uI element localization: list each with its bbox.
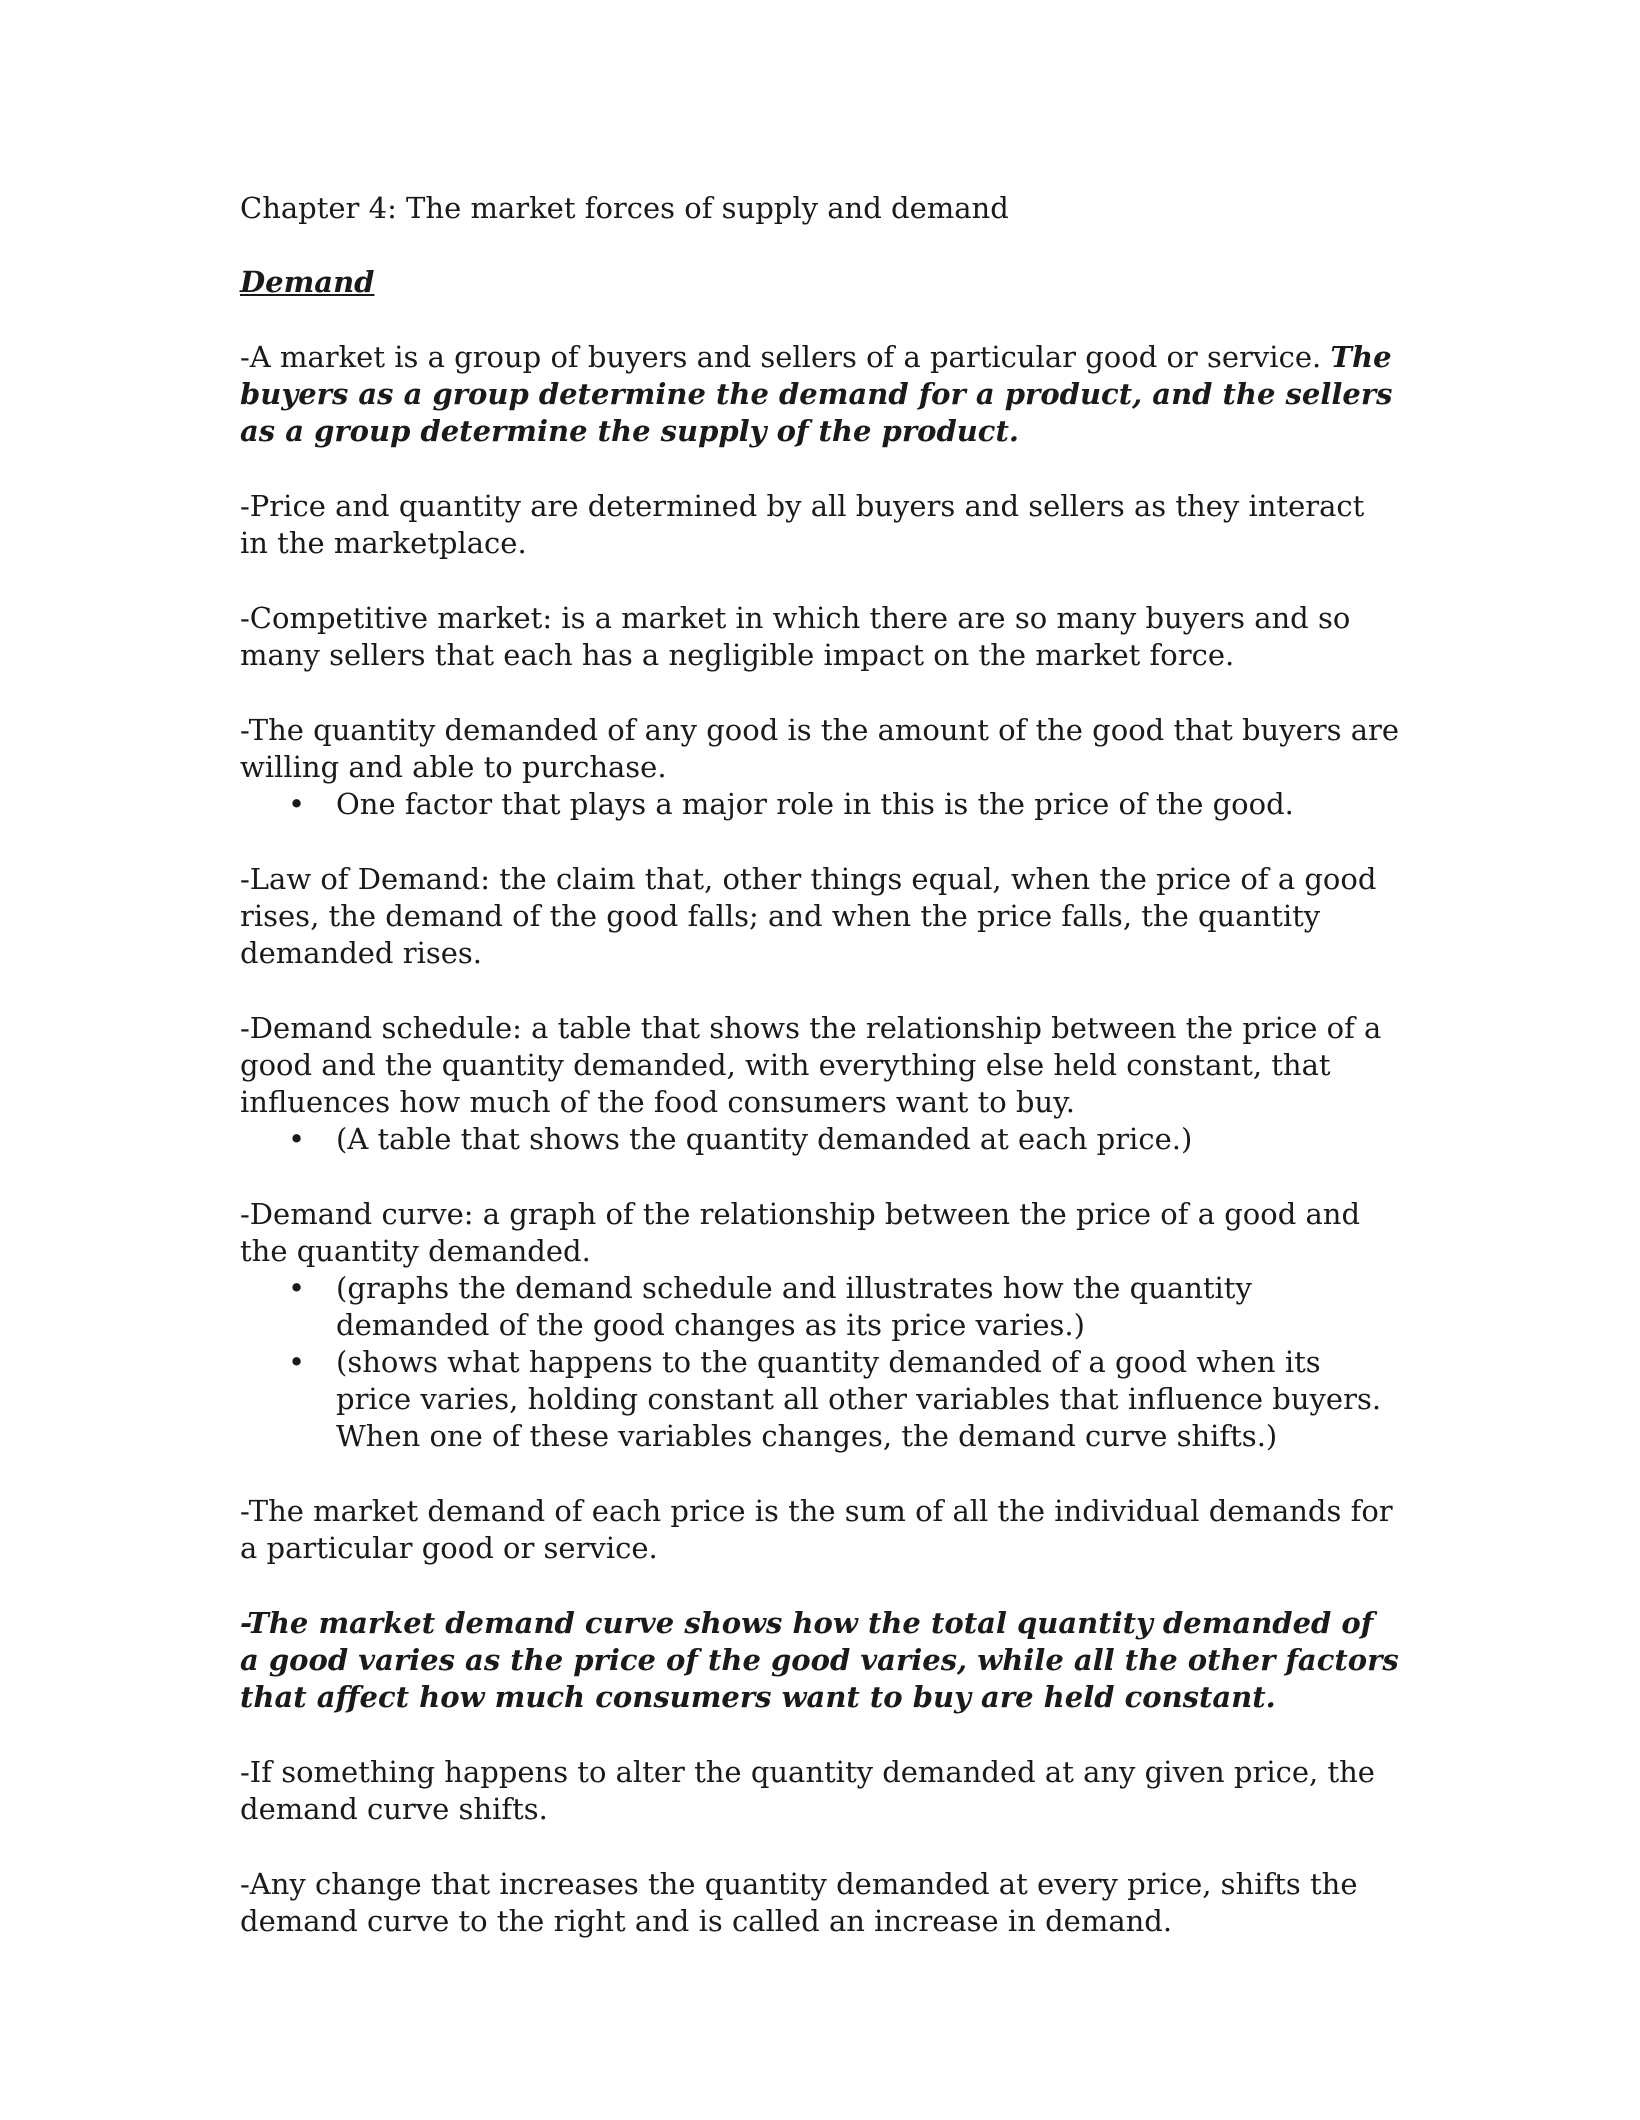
paragraph-competitive-market: -Competitive market: is a market in which there are so many buyers and so many sellers that each has a negligible impact on the market force. xyxy=(240,601,1351,672)
bullet-icon: • xyxy=(288,1345,306,1379)
paragraph-demand-schedule: -Demand schedule: a table that shows the relationship between the price of a good and the quantity demanded, with everything else held constant, that influences how much of the food consumers want to buy. xyxy=(240,1011,1382,1119)
list-item xyxy=(240,786,1400,823)
market-definition-text: -A market is a group of buyers and sellers of a particular good or service. xyxy=(240,340,1331,374)
bullet-text: (shows what happens to the quantity demanded of a good when its price varies, holding constant all other variables that influence buyers. When one of these variables changes, the demand curve shifts.) xyxy=(336,1345,1382,1453)
chapter-title: Chapter 4: The market forces of supply and demand xyxy=(240,191,1009,225)
paragraph-market-demand: -The market demand of each price is the sum of all the individual demands for a particular good or service. xyxy=(240,1494,1393,1565)
section-quantity-demanded xyxy=(240,712,1400,823)
section-demand-schedule xyxy=(240,1010,1400,1158)
paragraph-quantity-demanded: -The quantity demanded of any good is the amount of the good that buyers are willing and able to purchase. xyxy=(240,713,1400,784)
paragraph-price-quantity: -Price and quantity are determined by all buyers and sellers as they interact in the marketplace. xyxy=(240,489,1365,560)
paragraph-market-demand-curve: -The market demand curve shows how the total quantity demanded of a good varies as the price of the good varies, while all the other factors that affect how much consumers want to buy are held constant. xyxy=(240,1606,1399,1714)
document-page xyxy=(240,190,1400,1978)
demand-curve-bullet-list xyxy=(240,1270,1400,1455)
bullet-icon: • xyxy=(288,1271,306,1305)
paragraph-increase-in-demand: -Any change that increases the quantity demanded at every price, shifts the demand curve to the right and is called an increase in demand. xyxy=(240,1867,1358,1938)
section-demand-curve xyxy=(240,1196,1400,1455)
bullet-icon: • xyxy=(288,1122,306,1156)
quantity-demanded-bullet-list xyxy=(240,786,1400,823)
demand-schedule-bullet-list xyxy=(240,1121,1400,1158)
list-item xyxy=(240,1270,1400,1344)
bullet-icon: • xyxy=(288,787,306,821)
bullet-text: (graphs the demand schedule and illustrates how the quantity demanded of the good changes as its price varies.) xyxy=(336,1271,1252,1342)
section-heading-demand: Demand xyxy=(240,265,375,299)
list-item xyxy=(240,1121,1400,1158)
list-item xyxy=(240,1344,1400,1455)
paragraph-demand-curve-shifts: -If something happens to alter the quantity demanded at any given price, the demand curve shifts. xyxy=(240,1755,1375,1826)
paragraph-law-of-demand: -Law of Demand: the claim that, other things equal, when the price of a good rises, the demand of the good falls; and when the price falls, the quantity demanded rises. xyxy=(240,862,1377,970)
market-definition-emphasis: The buyers as a group determine the demand for a product, and the sellers as a group determine the supply of the product. xyxy=(240,340,1393,448)
bullet-text: One factor that plays a major role in this is the price of the good. xyxy=(336,787,1294,821)
paragraph-market-definition xyxy=(240,339,1400,450)
bullet-text: (A table that shows the quantity demanded at each price.) xyxy=(336,1122,1193,1156)
paragraph-demand-curve: -Demand curve: a graph of the relationship between the price of a good and the quantity demanded. xyxy=(240,1197,1361,1268)
